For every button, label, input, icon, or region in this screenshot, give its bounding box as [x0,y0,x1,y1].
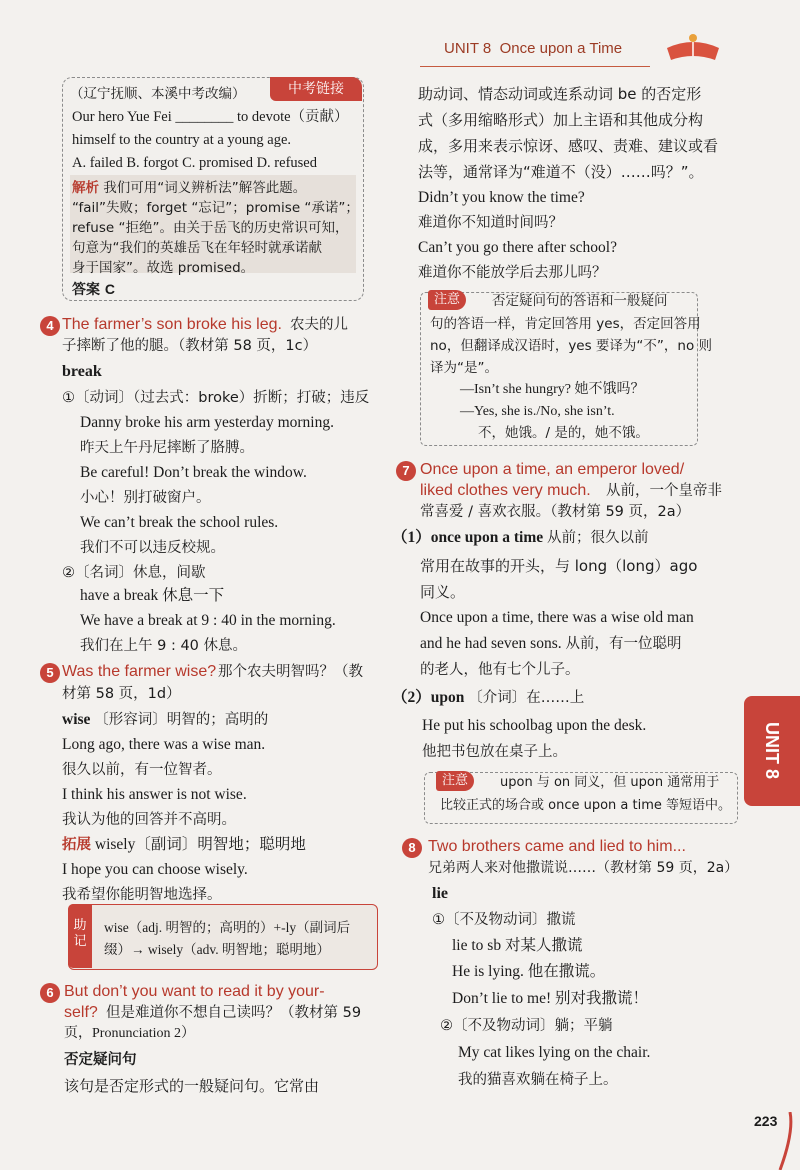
section-4-meaning2: ②〔名词〕休息，间歇 [62,565,206,581]
section-4-heading-cn1: 农夫的儿 [290,317,348,333]
section-6-number: 6 [40,983,60,1003]
section-8-translation3: 我的猫喜欢躺在椅子上。 [458,1072,618,1088]
section-4-word: break [62,363,102,380]
header-unit: UNIT 8 [444,40,492,57]
section-6-heading-en2: self? [64,1004,98,1021]
section-4-translation2: 小心！别打破窗户。 [80,490,211,506]
exam-options: A. failed B. forgot C. promised D. refused [72,155,317,171]
memo-line1: wise（adj. 明智的；高明的）+-ly（副词后 [104,920,351,935]
section-7-heading-cn1: 从前，一个皇帝非 [606,483,722,499]
section-7-example3: He put his schoolbag upon the desk. [422,717,647,734]
header-topic: Once upon a Time [499,40,623,57]
section-6-note2: 句的答语一样，肯定回答用 yes，否定回答用 [430,316,701,332]
section-6-note3: no，但翻译成汉语时，yes 要译为“不”，no 则 [430,338,713,354]
section-7-phrase1-cn: 从前；很久以前 [547,530,649,546]
section-6-heading-cn2: 但是难道你不想自己读吗？（教材第 59 [106,1005,362,1021]
section-6-body4: 成，多用来表示惊讶、感叹、责难、建议或看 [418,137,719,155]
section-8-example3: My cat likes lying on the chair. [458,1044,651,1061]
section-7-example2: and he had seven sons. [420,635,562,652]
book-icon [663,30,723,64]
section-6-body2: 助动词、情态动词或连系动词 be 的否定形 [418,85,702,103]
analysis-line5: 身于国家”。故选 promised。 [72,260,255,276]
analysis-line3: refuse “拒绝”。由关于岳飞的历史常识可知， [72,220,349,236]
exam-link-tag: 中考链接 [270,77,362,101]
section-6-body1: 该句是否定形式的一般疑问句。它常由 [64,1077,320,1095]
section-8-meaning2: ②〔不及物动词〕躺；平躺 [440,1018,613,1034]
section-8-heading-en: Two brothers came and lied to him... [428,838,686,855]
analysis-line1: 我们可用“词义辨析法”解答此题。 [103,180,307,196]
exam-question-line1: Our hero Yue Fei ________ to devote（贡献） [72,109,349,125]
section-5-meaning: 〔形容词〕明智的；高明的 [94,712,269,728]
section-7-note1: upon 与 on 同义，但 upon 通常用于 [500,775,720,790]
section-5-translation1: 很久以前，有一位智者。 [62,762,222,778]
analysis-line4: 句意为“我们的英雄岳飞在年轻时就承诺献 [72,240,322,256]
section-4-heading-cn2: 子摔断了他的腿。（教材第 58 页，1c） [62,338,318,354]
section-6-note-tag: 注意 [428,290,466,310]
section-6-example2: Can’t you go there after school? [418,239,617,256]
section-6-translation2: 难道你不能放学后去那儿吗？ [418,265,607,281]
exam-source: （辽宁抚顺、本溪中考改编） [70,86,246,102]
section-4-phrase1: have a break 休息一下 [80,587,225,604]
section-7-translation1b: 的老人，他有七个儿子。 [420,662,580,678]
header-rule [420,66,650,67]
section-4-example2: Be careful! Don’t break the window. [80,464,307,481]
section-4-translation3: 我们不可以违反校规。 [80,540,225,556]
section-5-heading-cn1: 那个农夫明智吗？（教 [218,664,363,680]
section-5-extension-label: 拓展 [62,837,91,853]
section-7-translation1a: 从前，有一位聪明 [565,636,682,652]
section-5-number: 5 [40,663,60,683]
section-8-example2: Don’t lie to me! 别对我撒谎！ [452,990,649,1007]
section-5-extension: wisely〔副词〕明智地；聪明地 [94,836,306,853]
section-7-desc1: 常用在故事的开头，与 long（long）ago [420,557,698,575]
section-7-heading-cn2: 常喜爱 / 喜欢衣服。（教材第 59 页，2a） [420,504,691,520]
section-7-translation3: 他把书包放在桌子上。 [422,744,567,760]
section-4-number: 4 [40,316,60,336]
section-5-example1: Long ago, there was a wise man. [62,736,266,753]
section-5-heading-cn2: 材第 58 页，1d） [62,686,181,702]
section-5-example3: I hope you can choose wisely. [62,861,248,878]
section-5-heading-en: Was the farmer wise? [62,663,217,680]
memo-tag: 助记 [68,904,92,968]
section-7-heading-en1: Once upon a time, an emperor loved/ [420,461,685,478]
section-4-heading-en: The farmer’s son broke his leg. [62,316,282,333]
answer-label: 答案 [72,282,100,298]
section-8-number: 8 [402,838,422,858]
section-6-subtitle: 否定疑问句 [64,1052,137,1068]
analysis-label: 解析 [72,180,99,196]
section-7-phrase2-cn: 〔介词〕在……上 [468,690,585,706]
section-4-translation1: 昨天上午丹尼摔断了胳膊。 [80,440,254,456]
section-5-translation2: 我认为他的回答并不高明。 [62,812,236,828]
section-4-example1: Danny broke his arm yesterday morning. [80,414,334,431]
section-4-meaning1: ①〔动词〕（过去式：broke）折断；打破；违反 [62,390,370,406]
page-number: 223 [754,1113,778,1129]
unit-side-tab-label: UNIT 8 [762,722,782,780]
section-7-phrase1-label: （1）once upon a time [392,529,544,546]
section-7-note-tag: 注意 [436,771,474,791]
section-8-meaning1: ①〔不及物动词〕撒谎 [432,912,576,928]
section-4-example3: We can’t break the school rules. [80,514,279,531]
section-7-phrase2-label: （2）upon [392,689,465,706]
section-6-body3: 式（多用缩略形式）加上主语和其他成分构 [418,111,704,129]
section-6-note4: 译为“是”。 [430,360,498,376]
section-6-dialog2: —Yes, she is./No, she isn’t. [460,404,615,419]
section-7-number: 7 [396,461,416,481]
memo-line2: 缀）→ wisely（adv. 明智地；聪明地） [104,942,330,957]
section-8-example1: He is lying. 他在撒谎。 [452,963,606,980]
section-6-dialog1: —Isn’t she hungry? 她不饿吗？ [460,382,645,397]
section-7-desc2: 同义。 [420,583,466,601]
section-6-heading-en1: But don’t you want to read it by your- [64,983,325,1000]
section-4-example4: We have a break at 9 : 40 in the morning. [80,612,336,629]
section-4-translation4: 我们在上午 9 : 40 休息。 [80,638,247,654]
section-7-heading-en2: liked clothes very much. [420,482,591,499]
section-6-example1: Didn’t you know the time? [418,189,585,206]
section-6-body5: 法等，通常译为“难道不（没）……吗？”。 [418,163,704,181]
section-5-example2: I think his answer is not wise. [62,786,247,803]
section-8-heading-cn: 兄弟两人来对他撒谎说……（教材第 59 页，2a） [428,860,739,876]
section-7-example1: Once upon a time, there was a wise old man [420,609,694,626]
section-5-word: wise [62,711,91,728]
header-title [444,40,622,57]
section-8-word: lie [432,885,448,902]
section-6-heading-cn3: 页，Pronunciation 2） [64,1026,196,1041]
answer-value: C [104,281,115,297]
analysis-line2: “fail”失败；forget “忘记”；promise “承诺”； [72,200,359,216]
exam-question-line2: himself to the country at a young age. [72,132,292,148]
section-5-translation3: 我希望你能明智地选择。 [62,887,222,903]
section-8-phrase1: lie to sb 对某人撒谎 [452,937,583,954]
section-7-note2: 比较正式的场合或 once upon a time 等短语中。 [440,798,732,813]
section-6-translation1: 难道你不知道时间吗？ [418,215,563,231]
section-6-dialog3: 不，她饿。/ 是的，她不饿。 [478,425,649,441]
section-6-note1: 否定疑问句的答语和一般疑问 [492,293,668,309]
